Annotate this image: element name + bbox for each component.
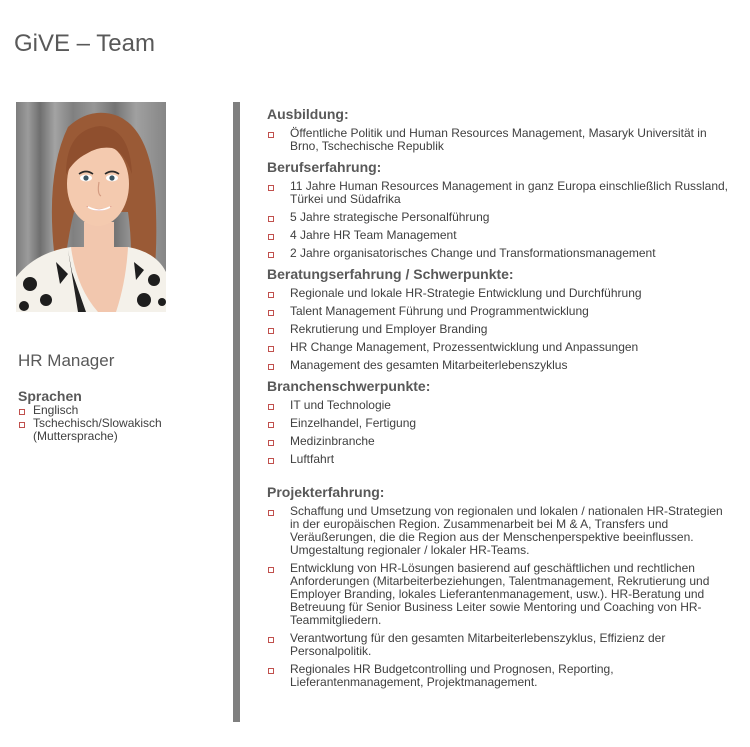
list-item: 2 Jahre organisatorisches Change und Transformationsmanagement: [267, 247, 733, 260]
profile-details: [267, 106, 733, 695]
section-heading: Berufserfahrung:: [267, 159, 382, 175]
section-projects: [267, 484, 733, 689]
list-item: 5 Jahre strategische Personalführung: [267, 211, 733, 224]
language-item: Englisch: [18, 404, 198, 417]
list-item: Regionales HR Budgetcontrolling und Prognosen, Reporting, Lieferantenmanagement, Projektmanagement.: [267, 663, 733, 689]
profile-photo: [16, 102, 166, 312]
section-industries: [267, 378, 733, 466]
language-item: Tschechisch/Slowakisch (Muttersprache): [18, 417, 198, 443]
vertical-divider: [233, 102, 240, 722]
list-item: Management des gesamten Mitarbeiterlebenszyklus: [267, 359, 733, 372]
section-education: [267, 106, 733, 153]
section-experience: [267, 159, 733, 260]
list-item: Regionale und lokale HR-Strategie Entwicklung und Durchführung: [267, 287, 733, 300]
section-consulting: [267, 266, 733, 372]
list-item: HR Change Management, Prozessentwicklung und Anpassungen: [267, 341, 733, 354]
list-item: Entwicklung von HR-Lösungen basierend auf geschäftlichen und rechtlichen Anforderungen (Mitarbeiterbeziehungen, Talentmanagement, Rekrutierung und Employer Branding, lokales Lieferantenmanagement, usw.). HR-Beratung und Betreuung für Senior Business Leiter sowie Mentoring und Coaching von HR-Teammitgliedern.: [267, 562, 733, 627]
section-heading: Beratungserfahrung / Schwerpunkte:: [267, 266, 514, 282]
section-heading: Projekterfahrung:: [267, 484, 385, 500]
list-item: Einzelhandel, Fertigung: [267, 417, 733, 430]
list-item: 4 Jahre HR Team Management: [267, 229, 733, 242]
list-item: Rekrutierung und Employer Branding: [267, 323, 733, 336]
section-heading: Ausbildung:: [267, 106, 349, 122]
list-item: Medizinbranche: [267, 435, 733, 448]
list-item: Öffentliche Politik und Human Resources Management, Masaryk Universität in Brno, Tschechische Republik: [267, 127, 733, 153]
portrait-image: [16, 102, 166, 312]
list-item: 11 Jahre Human Resources Management in ganz Europa einschließlich Russland, Türkei und Südafrika: [267, 180, 733, 206]
page-title: GiVE – Team: [14, 30, 155, 57]
list-item: Verantwortung für den gesamten Mitarbeiterlebenszyklus, Effizienz der Personalpolitik.: [267, 632, 733, 658]
list-item: Schaffung und Umsetzung von regionalen und lokalen / nationalen HR-Strategien in der europäischen Region. Zusammenarbeit bei M & A, Transfers und Veräußerungen, die die Region aus der Menschenperspektive beeinflussen. Umgestaltung regionaler / lokaler HR-Teams.: [267, 505, 733, 557]
languages-heading: Sprachen: [18, 388, 82, 404]
list-item: IT und Technologie: [267, 399, 733, 412]
section-heading: Branchenschwerpunkte:: [267, 378, 431, 394]
languages-list: [18, 404, 198, 443]
role-title: HR Manager: [18, 351, 115, 370]
list-item: Talent Management Führung und Programmentwicklung: [267, 305, 733, 318]
list-item: Luftfahrt: [267, 453, 733, 466]
